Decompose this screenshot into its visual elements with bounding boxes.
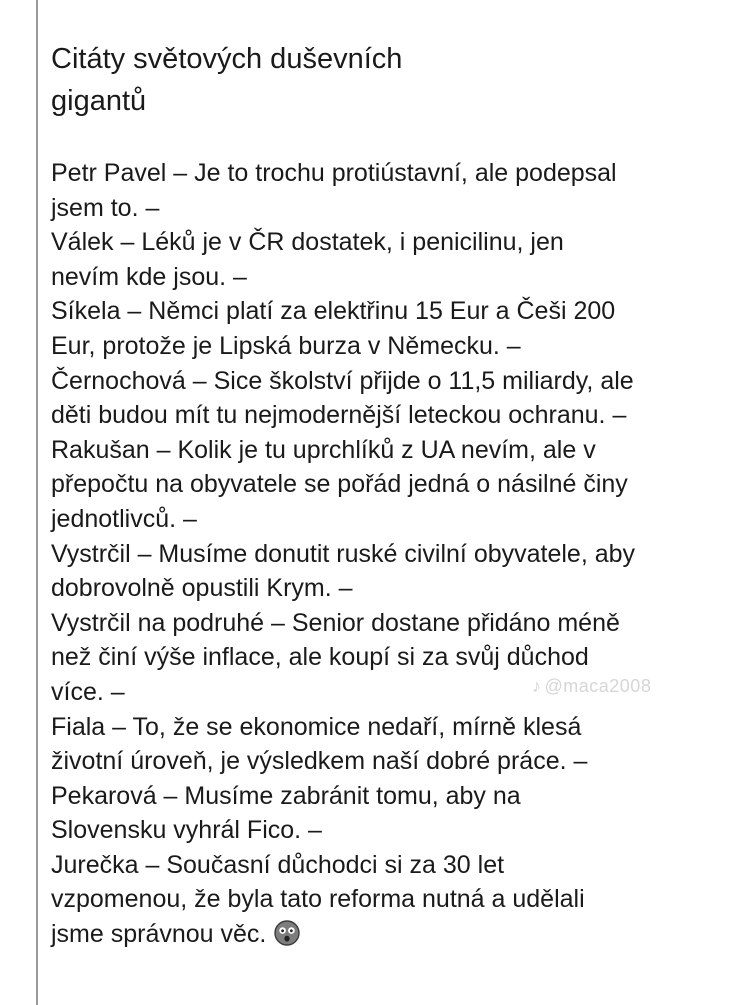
- text-line: životní úroveň, je výsledkem naší dobré práce. –: [51, 747, 588, 776]
- text-line: Válek – Léků je v ČR dostatek, i penicilinu, jen: [51, 228, 564, 257]
- text-line: více. –: [51, 677, 125, 706]
- tiktok-watermark: [532, 676, 651, 697]
- text-line: Síkela – Němci platí za elektřinu 15 Eur a Češi 200: [51, 297, 616, 326]
- text-line: děti budou mít tu nejmodernější leteckou ochranu. –: [51, 401, 627, 430]
- text-line: přepočtu na obyvatele se pořád jedná o násilné činy: [51, 470, 628, 499]
- text-line: Černochová – Sice školství přijde o 11,5 miliardy, ale: [51, 366, 634, 395]
- page-title: [51, 38, 691, 122]
- watermark-handle: @maca2008: [544, 676, 652, 696]
- text-line: dobrovolně opustili Krym. –: [51, 574, 353, 603]
- text-line: Vystrčil – Musíme donutit ruské civilní obyvatele, aby: [51, 539, 636, 568]
- text-line-content: jsme správnou věc.: [51, 920, 267, 949]
- title-line-1: Citáty světových duševních: [51, 43, 403, 75]
- astonished-face-icon: [274, 920, 300, 946]
- text-line: Eur, protože je Lipská burza v Německu. –: [51, 331, 521, 360]
- text-line: Fiala – To, že se ekonomice nedaří, mírně klesá: [51, 712, 582, 741]
- left-border-line: [36, 0, 38, 1005]
- title-line-2: gigantů: [51, 85, 147, 117]
- text-line: jednotlivců. –: [51, 504, 197, 533]
- text-line: vzpomenou, že byla tato reforma nutná a udělali: [51, 885, 585, 914]
- text-line: Jurečka – Současní důchodci si za 30 let: [51, 850, 505, 879]
- text-line: Slovensku vyhrál Fico. –: [51, 816, 322, 845]
- text-line: Pekarová – Musíme zabránit tomu, aby na: [51, 781, 521, 810]
- text-line: Rakušan – Kolik je tu uprchlíků z UA nevím, ale v: [51, 435, 596, 464]
- text-line: nevím kde jsou. –: [51, 262, 247, 291]
- last-text-line: [51, 917, 711, 952]
- tiktok-logo-icon: ♪: [532, 676, 542, 696]
- text-line: než činí výše inflace, ale koupí si za svůj důchod: [51, 643, 589, 672]
- quotes-text: [51, 156, 711, 952]
- text-line: Petr Pavel – Je to trochu protiústavní, ale podepsal: [51, 159, 617, 187]
- text-line: Vystrčil na podruhé – Senior dostane přidáno méně: [51, 608, 620, 637]
- text-line: jsem to. –: [51, 193, 160, 222]
